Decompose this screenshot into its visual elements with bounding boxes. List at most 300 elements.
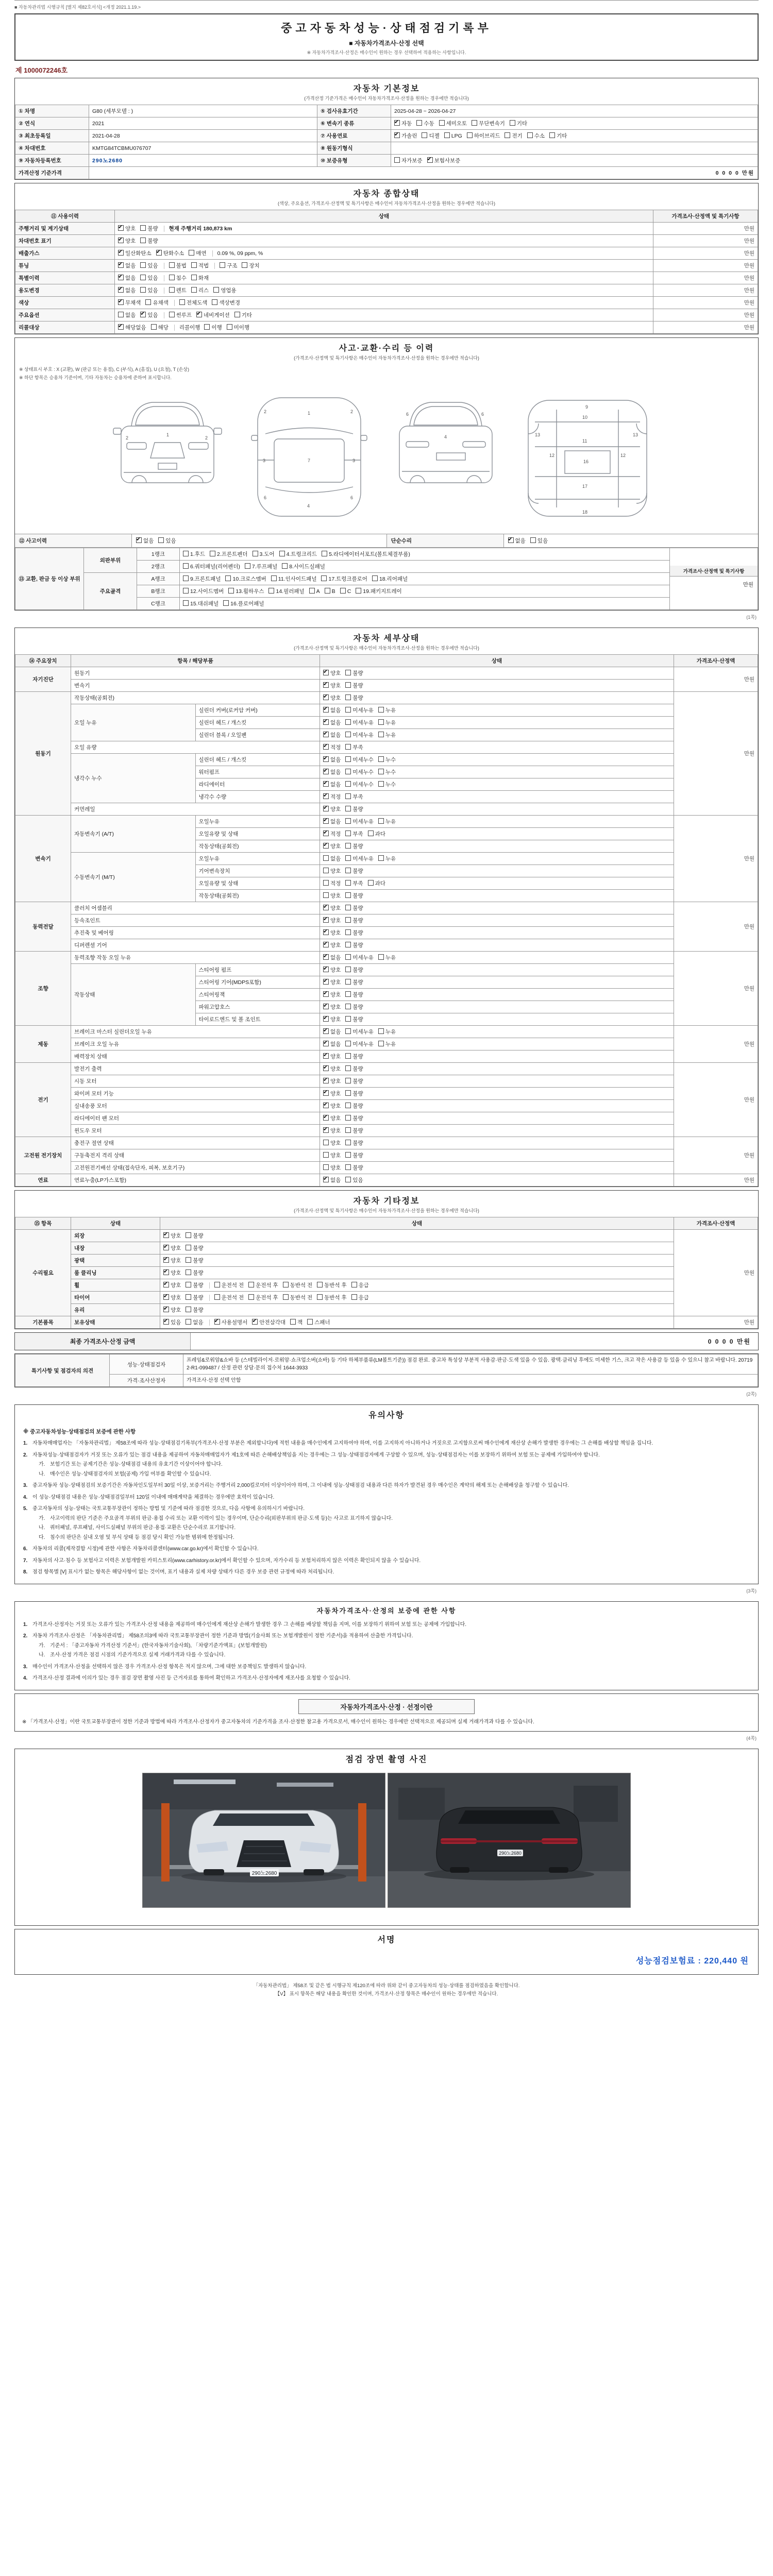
option-label: 불량: [352, 918, 363, 924]
checkbox-checked: [323, 967, 329, 972]
detail-row: [15, 914, 758, 927]
state-cell: [320, 877, 674, 890]
checkbox-unchecked: [340, 588, 346, 594]
state-cell: [320, 914, 674, 927]
option-label: 불량: [352, 1128, 363, 1134]
accident-history-label: ⑫ 사고이력: [15, 534, 132, 547]
option-label: 가솔린: [401, 133, 417, 139]
notice-text: 점검 항목별 [V] 표시가 없는 항목은 해당사항이 없는 것이며, 표기 내용과 실제 차량 상태가 다른 경우 보증 관련 규정에 따라 처리됩니다.: [32, 1569, 334, 1575]
price-cell: 만원: [653, 309, 758, 321]
svg-text:1: 1: [166, 432, 170, 437]
notice-item: [23, 1621, 750, 1629]
option-label: 19.패키지트레이: [363, 588, 402, 595]
checkbox-checked: [118, 299, 124, 305]
checkbox-unchecked: [323, 1140, 329, 1145]
checkbox-option: [378, 1028, 396, 1036]
car-name-value: G80 (세부모델 : ): [89, 105, 317, 117]
checkbox-checked: [323, 756, 329, 762]
price-cell: 만원: [653, 321, 758, 334]
price-cell: 만원: [674, 952, 758, 1026]
option-label: 탄화수소: [163, 250, 184, 257]
engine-type-value: [391, 142, 758, 155]
photo-front-svg: [143, 1773, 385, 1907]
footer-line: 【V】 표시 항목은 해당 내용을 확인한 것이며, 가격조사·산정 항목은 매수인이 원하는 경우에만 적습니다.: [275, 1991, 498, 1997]
page-title: 중고자동차성능·상태점검기록부: [281, 22, 492, 35]
option-label: 있음: [147, 287, 158, 294]
field-label: 가격산정 기준가격: [15, 167, 89, 179]
final-price-row: [14, 1332, 759, 1350]
svg-text:13: 13: [633, 432, 638, 437]
checkbox-option: [186, 1244, 203, 1252]
option-label: 없음: [330, 856, 341, 862]
checkbox-unchecked: [183, 563, 189, 569]
item-label: 실린더 커버(로커암 커버): [195, 704, 320, 717]
option-label: 양호: [330, 1091, 341, 1097]
checkbox-option: [183, 575, 221, 583]
notice-sub-item: [39, 1642, 750, 1650]
overall-condition-table: [15, 210, 758, 334]
option-label: 해당: [158, 325, 169, 331]
detail-row: [15, 1026, 758, 1038]
checkbox-unchecked: [345, 979, 351, 985]
price-header: 가격조사·산정액 및 특기사항: [670, 566, 758, 577]
checkbox-unchecked: [186, 1282, 191, 1287]
fee-value: 220,440 원: [704, 1956, 749, 1965]
option-label: 불량: [352, 1054, 363, 1060]
checkbox-option: [345, 731, 374, 739]
state-cell: [320, 1112, 674, 1125]
checkbox-unchecked: [145, 299, 151, 305]
price-cell: 만원: [674, 1063, 758, 1137]
notice-intro: ※ 중고자동차성능·상태점검의 보증에 관한 사항: [23, 1429, 136, 1435]
option-label: 기타: [557, 133, 567, 139]
option-label: 양호: [171, 1258, 181, 1264]
checkbox-unchecked: [309, 588, 315, 594]
option-label: 누유: [385, 720, 396, 726]
option-label: 이행: [211, 325, 222, 331]
option-label: 없음: [193, 1319, 204, 1326]
checkbox-unchecked: [279, 551, 285, 556]
option-label: 양호: [125, 238, 136, 244]
option-label: 미세누유: [352, 707, 374, 714]
notice-text: 중고자동차 성능·상태점검의 보증기간은 자동차인도일부터 30일 이상, 보증거리는 주행거리 2,000킬로미터 이상이어야 하며, 그 이내에 성능·상태점검 내용과 다른 하자가 발견된 경우 매수인은 계약의 해제 또는 손해배상을 청구할 수 있습니다.: [32, 1483, 569, 1489]
svg-text:17: 17: [582, 484, 588, 489]
option-label: 안전삼각대: [259, 1319, 286, 1326]
checkbox-unchecked: [225, 575, 231, 581]
item-label: 커먼레일: [71, 803, 320, 816]
option-label: 양호: [330, 918, 341, 924]
checkbox-unchecked: [345, 707, 351, 713]
section-inspection-photos: [14, 1749, 759, 1926]
option-label: 불량: [352, 930, 363, 936]
state-cell: [320, 778, 674, 791]
column-header: ⑮ 항목: [15, 1217, 71, 1230]
option-label: LPG: [451, 133, 462, 139]
checkbox-unchecked: [345, 905, 351, 910]
table-row: [15, 117, 758, 130]
checkbox-unchecked: [345, 781, 351, 787]
overall-row: [15, 309, 758, 321]
group-cell: 수리필요: [15, 1230, 71, 1316]
checkbox-option: [345, 1003, 363, 1011]
option-label: 수동: [424, 121, 434, 127]
checkbox-option: [204, 324, 222, 331]
svg-text:7: 7: [308, 458, 311, 463]
checkbox-option: [323, 756, 341, 764]
final-price-label: 최종 가격조사·산정 금액: [15, 1333, 191, 1350]
checkbox-option: [118, 225, 136, 232]
checkbox-option: [227, 324, 249, 331]
state-cell: [320, 853, 674, 865]
option-label: 스패너: [314, 1319, 330, 1326]
detail-row: [15, 1137, 758, 1149]
option-label: 응급: [358, 1282, 369, 1289]
notice-number: 2.: [23, 1633, 28, 1639]
checkbox-checked: [323, 682, 329, 688]
accident-history-row: [15, 534, 758, 548]
document-page: [14, 0, 759, 2019]
option-label: 누유: [385, 819, 396, 825]
notice-sub-item: [39, 1651, 750, 1659]
checkbox-option: [345, 978, 363, 986]
checkbox-option: [378, 768, 396, 776]
rank-row: [15, 573, 758, 585]
table-header-row: [15, 210, 758, 223]
checkbox-option: [279, 550, 317, 558]
checkbox-checked: [323, 818, 329, 824]
checkbox-unchecked: [345, 818, 351, 824]
option-label: 미세누유: [352, 819, 374, 825]
checkbox-unchecked: [183, 588, 189, 594]
option-label: 불량: [352, 1103, 363, 1109]
checkbox-option: [183, 550, 205, 558]
checkbox-option: [378, 954, 396, 961]
item-label: 스티어링 펌프: [195, 964, 320, 976]
column-header: 상태: [115, 210, 653, 223]
option-label: 18.리어패널: [379, 576, 408, 582]
option-label: 양호: [330, 1004, 341, 1010]
overall-row: [15, 260, 758, 272]
overall-row: [15, 235, 758, 247]
checkbox-checked: [323, 707, 329, 713]
checkbox-unchecked: [439, 120, 445, 126]
checkbox-unchecked: [356, 588, 361, 594]
option-label: 장치: [249, 263, 260, 269]
detail-row: [15, 1075, 758, 1088]
notice-item: [23, 1674, 750, 1683]
option-label: 양호: [171, 1307, 181, 1313]
checkbox-unchecked: [118, 312, 124, 317]
notice-text: 자동차의 사고·침수 등 보험사고 이력은 보험개발원 카히스토리(www.carhistory.or.kr)에서 확인할 수 있으며, 자가수리 등 보험처리하지 않은 이력은 확인되지 않을 수 있습니다.: [32, 1557, 421, 1564]
document-header: [14, 13, 759, 61]
state-cell: [320, 1013, 674, 1026]
notice-sub-number: 나.: [39, 1652, 45, 1658]
photo-license-plate: 290노2680: [251, 1870, 277, 1876]
checkbox-checked: [163, 1319, 169, 1325]
checkbox-option: [378, 706, 396, 714]
opinion-table-body: [15, 1354, 758, 1387]
sub-cell: A랭크: [137, 573, 180, 585]
option-label: 없음: [330, 955, 341, 961]
notice-item: [23, 1439, 750, 1448]
checkbox-checked: [323, 905, 329, 910]
checkbox-option: [118, 286, 136, 294]
option-label: 양호: [330, 1054, 341, 1060]
checkbox-unchecked: [345, 1164, 351, 1170]
checkbox-option: [345, 842, 363, 850]
option-label: 미세누수: [352, 757, 374, 763]
checkbox-option: [323, 694, 341, 702]
option-label: 불량: [352, 695, 363, 701]
checkbox-option: [323, 682, 341, 689]
checkbox-option: [118, 274, 136, 282]
checkbox-unchecked: [234, 312, 240, 317]
notice-number: 5.: [23, 1506, 28, 1512]
checkbox-unchecked: [378, 756, 384, 762]
checkbox-checked: [118, 250, 124, 256]
checkbox-option: [345, 1164, 363, 1172]
notice-sub-text: 기준서 : 「중고자동차 가격산정 기준서」(한국자동차기술사회), 「차량기준가액표」(보험개발원): [50, 1642, 267, 1649]
detail-row: [15, 1162, 758, 1174]
checkbox-option: [345, 904, 363, 912]
checkbox-option: [345, 1028, 374, 1036]
checkbox-option: [378, 781, 396, 788]
state-cell: [115, 309, 653, 321]
checkbox-option: [323, 966, 341, 974]
option-label: 2.프론트펜더: [217, 551, 248, 557]
checkbox-checked: [323, 694, 329, 700]
checkbox-checked: [394, 120, 400, 126]
option-label: 불량: [352, 1066, 363, 1072]
state-cell: [320, 1100, 674, 1112]
state-cell: [320, 976, 674, 989]
checkbox-checked: [118, 225, 124, 231]
notice-item: [23, 1557, 750, 1565]
checkbox-option: [118, 311, 136, 319]
checkbox-option: [118, 237, 136, 245]
option-label: 부족: [352, 880, 363, 887]
checkbox-option: [323, 1053, 341, 1060]
divider: [174, 300, 175, 306]
checkbox-option: [323, 1176, 341, 1184]
item-label: 와이퍼 모터 기능: [71, 1088, 320, 1100]
section-signature: [14, 1929, 759, 1975]
checkbox-option: [378, 818, 396, 825]
etc-row: [15, 1279, 758, 1292]
checkbox-unchecked: [345, 694, 351, 700]
price-cell: 만원: [674, 1174, 758, 1187]
state-cell: [320, 692, 674, 704]
checkbox-option: [307, 1318, 330, 1326]
checkbox-checked: [323, 670, 329, 675]
checkbox-option: [290, 1318, 303, 1326]
state-cell: [160, 1316, 674, 1329]
checkbox-unchecked: [345, 1103, 351, 1108]
simple-repair-label: 단순수리: [387, 534, 504, 547]
checkbox-unchecked: [228, 588, 234, 594]
state-cell: [320, 1063, 674, 1075]
definition-text: ※ 「가격조사·산정」이란 국토교통부장관이 정한 기준과 방법에 따라 가격조사·산정자가 중고자동차의 기준가격을 조사·산정한 참고용 가격으로서, 매수인이 원하는 경우에만 선택적으로 제공되며 실제 거래가격과 다를 수 있습니다.: [22, 1719, 534, 1725]
checkbox-checked: [323, 769, 329, 774]
item-label: 브레이크 오일 누유: [71, 1038, 320, 1050]
detail-row: [15, 939, 758, 952]
checkbox-option: [191, 274, 209, 282]
lbl: 특기사항 및 점검자의 의견: [15, 1354, 110, 1387]
checkbox-option: [317, 1294, 347, 1301]
field-label: ⑧ 원동기형식: [317, 142, 391, 155]
exchange-panel-table: [15, 548, 758, 610]
checkbox-option: [372, 575, 408, 583]
option-label: 없음: [125, 275, 136, 281]
option-label: 불량: [147, 238, 158, 244]
option-label: 불량: [352, 1004, 363, 1010]
checkbox-option: [394, 132, 417, 140]
detail-row: [15, 927, 758, 939]
checkbox-unchecked: [223, 600, 229, 606]
lbl: 내장: [71, 1242, 160, 1255]
checkbox-unchecked: [345, 843, 351, 849]
checkbox-unchecked: [140, 262, 146, 268]
checkbox-unchecked: [227, 324, 232, 330]
group-cell: 고전원 전기장치: [15, 1137, 71, 1174]
checkbox-option: [345, 682, 363, 689]
checkbox-option: [186, 1232, 203, 1240]
option-label: 14.필러패널: [276, 588, 305, 595]
item-label: 기어변속장치: [195, 865, 320, 877]
checkbox-option: [323, 1077, 341, 1085]
state-cell: [320, 680, 674, 692]
symbol-legend: ※ 상태표시 부호 : X (교환), W (판금 또는 용접), C (부식), A (흠집), U (요철), T (손상): [19, 367, 189, 372]
overall-row: [15, 247, 758, 260]
option-label: 적법: [198, 263, 209, 269]
checkbox-option: [345, 929, 363, 937]
checkbox-option: [345, 1077, 363, 1085]
section-note: (색상, 주요옵션, 가격조사·산정액 및 특기사항은 매수인이 자동차가격조사·산정을 원하는 경우에만 적습니다): [277, 201, 496, 206]
checkbox-option: [530, 537, 548, 545]
checkbox-unchecked: [368, 880, 374, 886]
state-cell: [320, 754, 674, 766]
checkbox-option: [179, 299, 208, 307]
checkbox-option: [323, 1065, 341, 1073]
svg-text:9: 9: [585, 404, 589, 410]
option-label: 누유: [385, 1029, 396, 1035]
checkbox-unchecked: [345, 954, 351, 960]
price-cell: 만원: [653, 272, 758, 284]
checkbox-option: [189, 249, 206, 257]
state-cell: [320, 1149, 674, 1162]
checkbox-unchecked: [140, 275, 146, 280]
checkbox-unchecked: [283, 1294, 289, 1300]
option-label: 양호: [330, 893, 341, 899]
notice-sub-number: 나.: [39, 1471, 45, 1477]
checkbox-option: [345, 793, 363, 801]
checkbox-unchecked: [290, 1319, 296, 1325]
checkbox-checked: [323, 781, 329, 787]
field-label: ③ 최초등록일: [15, 130, 89, 142]
checkbox-option: [345, 867, 363, 875]
column-header: 상태: [160, 1217, 674, 1230]
checkbox-unchecked: [394, 157, 400, 163]
option-label: 11.인사이드패널: [278, 576, 317, 582]
checkbox-option: [118, 249, 152, 257]
option-label: 화재: [198, 275, 209, 281]
option-label: 불량: [193, 1282, 204, 1289]
notice-item: [23, 1505, 750, 1513]
notice-text: 매수인이 가격조사·산정을 선택하지 않은 경우 가격조사·산정 항목은 적지 않으며, 그에 대한 보증책임도 발생하지 않습니다.: [32, 1664, 307, 1670]
lbl: 특별이력: [15, 272, 115, 284]
divider: [209, 1319, 210, 1326]
price-survey-note: ※ 자동차가격조사·산정은 매수인이 원하는 경우 선택하여 적용하는 사항입니다.: [307, 50, 466, 55]
lbl: 주요옵션: [15, 309, 115, 321]
option-label: 양호: [171, 1233, 181, 1239]
notice-sub-item: [39, 1470, 750, 1479]
field-label: ② 연식: [15, 117, 89, 130]
checkbox-option: [169, 262, 187, 269]
checkbox-unchecked: [472, 120, 477, 126]
option-label: 양호: [125, 226, 136, 232]
etc-row: [15, 1230, 758, 1242]
option-label: 없음: [330, 707, 341, 714]
option-label: 불량: [352, 1165, 363, 1171]
state-cell: [160, 1304, 674, 1316]
checkbox-option: [345, 1015, 363, 1023]
notice-item: [23, 1494, 750, 1502]
checkbox-option: [163, 1244, 181, 1252]
checkbox-unchecked: [325, 588, 330, 594]
section-title: 자동차 종합상태: [353, 190, 420, 198]
svg-text:3: 3: [352, 458, 356, 463]
notice-list: [23, 1439, 750, 1577]
detail-condition-table: [15, 654, 758, 1187]
checkbox-checked: [323, 1127, 329, 1133]
checkbox-option: [345, 743, 363, 751]
sub-cell: 가격·조사산정자: [110, 1375, 183, 1387]
checkbox-unchecked: [242, 262, 247, 268]
checkbox-unchecked: [210, 551, 215, 556]
notice-number: 3.: [23, 1483, 28, 1489]
price-cell: 만원: [674, 816, 758, 902]
lbl: 용도변경: [15, 284, 115, 297]
section-inspector-opinion: [14, 1353, 759, 1387]
state-cell: [320, 989, 674, 1001]
state-cell: [115, 235, 653, 247]
checkbox-unchecked: [467, 132, 473, 138]
option-label: 구조: [227, 263, 238, 269]
option-label: 9.프론트패널: [190, 576, 221, 582]
checkbox-option: [467, 132, 500, 140]
checkbox-checked: [323, 719, 329, 725]
option-label: 불량: [352, 806, 363, 812]
inspection-insurance-fee: [636, 1954, 749, 1966]
option-label: 세미오토: [446, 121, 467, 127]
checkbox-unchecked: [345, 769, 351, 774]
option-label: 없음: [330, 1041, 341, 1047]
checkbox-option: [351, 1294, 369, 1301]
checkbox-checked: [163, 1269, 169, 1275]
checkbox-checked: [163, 1282, 169, 1287]
checkbox-option: [220, 262, 237, 269]
notice-sub-number: 가.: [39, 1515, 45, 1521]
checkbox-option: [323, 1102, 341, 1110]
checkbox-unchecked: [220, 262, 225, 268]
group-cell: 자기진단: [15, 667, 71, 692]
notice-sub-number: 가.: [39, 1462, 45, 1468]
lbl: 리콜대상: [15, 321, 115, 334]
option-label: 양호: [330, 695, 341, 701]
price-cell: 만원: [653, 235, 758, 247]
checkbox-option: [378, 719, 396, 726]
section-note: (가격조사·산정액 및 특기사항은 매수인이 자동차가격조사·산정을 원하는 경우에만 적습니다): [294, 1208, 479, 1213]
